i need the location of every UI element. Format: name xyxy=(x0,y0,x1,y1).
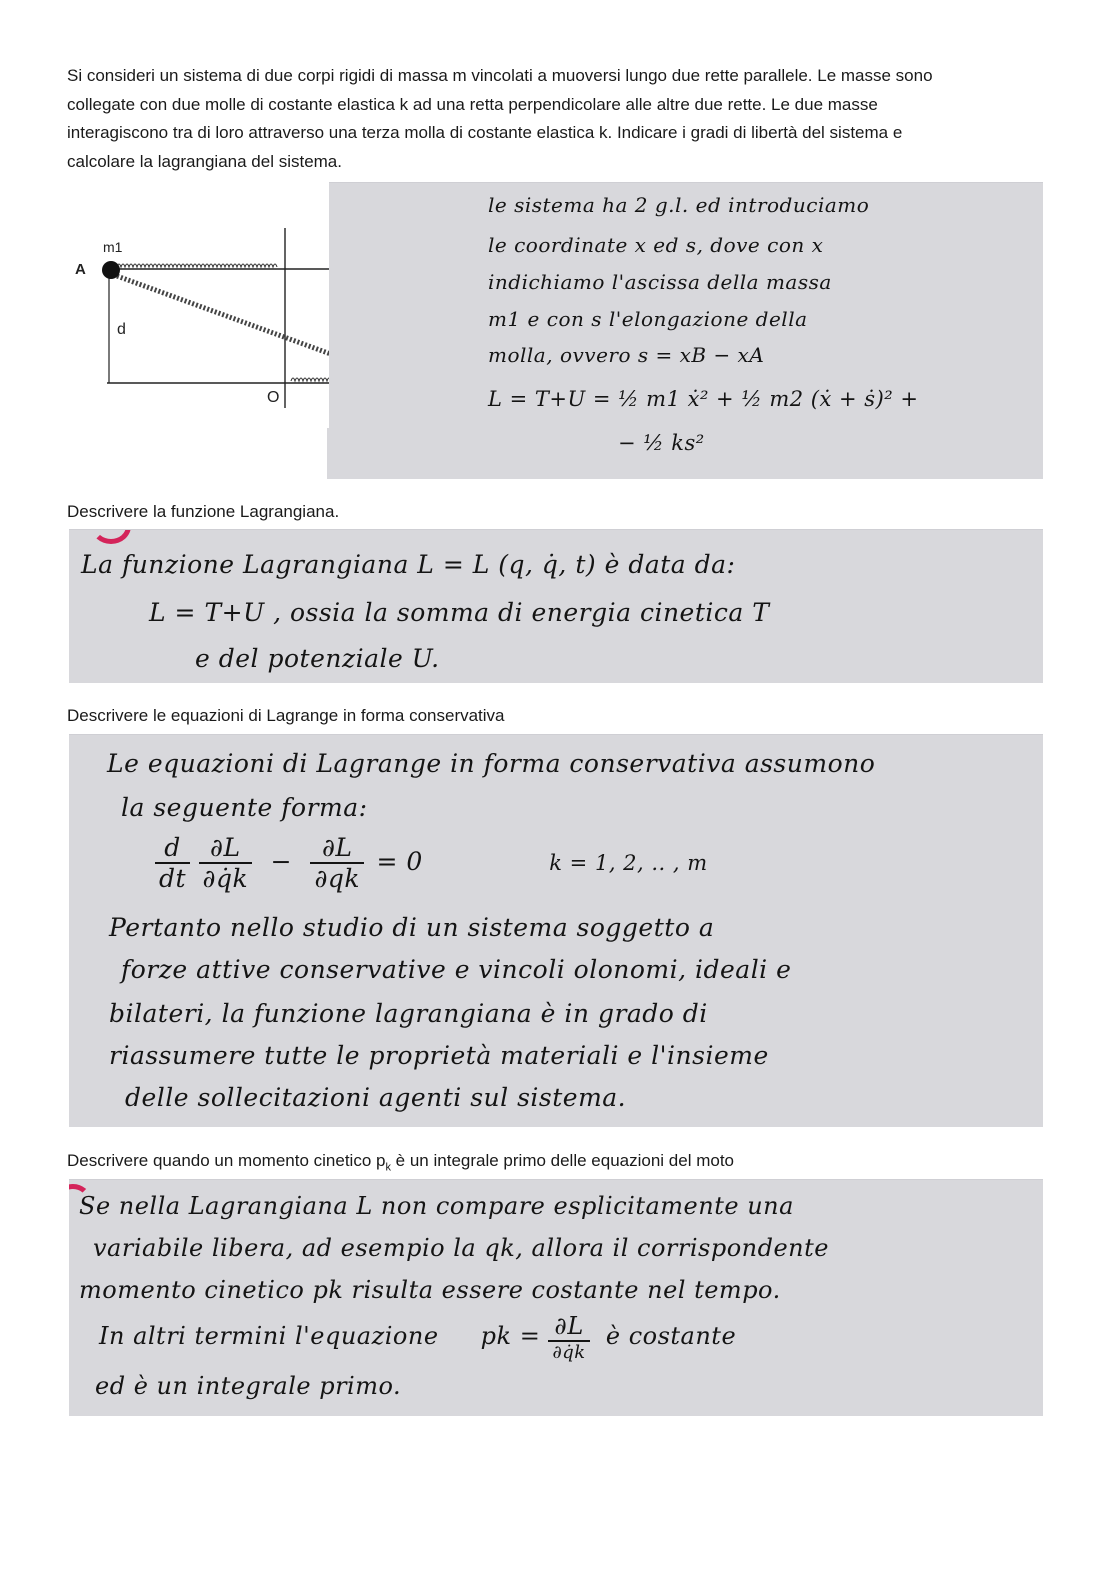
question-4-prompt-start: Descrivere quando un momento cinetico p xyxy=(67,1151,386,1170)
handwritten-line: riassumere tutte le proprietà materiali e l'insieme xyxy=(109,1041,769,1070)
handwritten-line: − ½ ks² xyxy=(618,431,705,455)
eq-fraction-dl-dqdot xyxy=(199,833,253,893)
eq-after: è costante xyxy=(605,1322,737,1350)
handwritten-line: delle sollecitazioni agenti sul sistema. xyxy=(125,1083,627,1112)
handwritten-line: Se nella Lagrangiana L non compare esplicitamente una xyxy=(79,1192,794,1220)
problem-line: calcolare la lagrangiana del sistema. xyxy=(67,151,342,171)
handwritten-line: m1 e con s l'elongazione della xyxy=(488,307,808,331)
pk-equation xyxy=(480,1312,737,1363)
eq-dl2: ∂L xyxy=(310,833,364,864)
question-2-prompt: Descrivere la funzione Lagrangiana. xyxy=(67,502,340,521)
handwritten-line: La funzione Lagrangiana L = L (q, q̇, t) è data da: xyxy=(81,550,736,579)
answer-photo-2 xyxy=(69,529,1043,683)
eq-range: k = 1, 2, .. , m xyxy=(549,850,708,875)
question-3-prompt: Descrivere le equazioni di Lagrange in forma conservativa xyxy=(67,706,505,725)
eq-dl1: ∂L xyxy=(199,833,253,864)
eq-zero: = 0 xyxy=(376,846,423,876)
handwritten-line: molla, ovvero s = xB − xA xyxy=(488,343,765,367)
eq-fraction-d-dt xyxy=(155,833,190,893)
diagram-photo xyxy=(69,182,329,428)
eq-dt: dt xyxy=(159,864,187,893)
label-d: d xyxy=(117,321,126,338)
mass-a xyxy=(102,261,120,279)
handwritten-text: In altri termini l'equazione xyxy=(99,1322,439,1350)
problem-statement xyxy=(67,62,1052,176)
eq-fraction-dl-dqdot xyxy=(548,1312,589,1363)
eq-den: ∂q̇k xyxy=(552,1342,586,1363)
handwritten-line: L = T+U , ossia la somma di energia cinetica T xyxy=(149,598,770,627)
handwritten-line: le coordinate x ed s, dove con x xyxy=(488,233,824,257)
answer-photo-3 xyxy=(69,734,1043,1127)
handwritten-line: ed è un integrale primo. xyxy=(95,1372,402,1400)
top-spring xyxy=(113,264,277,267)
question-4-prompt-end: è un integrale primo delle equazioni del moto xyxy=(390,1151,734,1170)
handwritten-line: la seguente forma: xyxy=(121,793,368,822)
spring-mass-diagram xyxy=(69,182,329,428)
label-a: A xyxy=(75,261,86,278)
handwritten-line: indichiamo l'ascissa della massa xyxy=(488,270,832,294)
question-4-prompt-sub: k xyxy=(385,1161,391,1174)
eq-d: d xyxy=(155,833,190,864)
handwritten-line: momento cinetico pk risulta essere costante nel tempo. xyxy=(79,1276,781,1304)
handwritten-line: Pertanto nello studio di un sistema soggetto a xyxy=(109,913,715,942)
handwritten-line: le sistema ha 2 g.l. ed introduciamo xyxy=(488,193,870,217)
handwritten-line: Le equazioni di Lagrange in forma conservativa assumono xyxy=(107,749,876,778)
question-4-prompt xyxy=(67,1147,1052,1182)
handwritten-line: variabile libera, ad esempio la qk, allora il corrispondente xyxy=(93,1234,829,1262)
handwritten-line: forze attive conservative e vincoli olonomi, ideali e xyxy=(121,955,792,984)
problem-line: interagiscono tra di loro attraverso una terza molla di costante elastica k. Indicare i gradi di libertà del sistema e xyxy=(67,123,903,142)
label-o: O xyxy=(267,389,280,406)
handwritten-line: L = T+U = ½ m1 ẋ² + ½ m2 (ẋ + ṡ)² + xyxy=(488,387,919,411)
problem-line: Si consideri un sistema di due corpi rigidi di massa m vincolati a muoversi lungo due rette parallele. Le masse sono xyxy=(67,66,933,85)
diagonal-spring xyxy=(117,276,329,376)
eq-dq1: ∂q̇k xyxy=(202,864,249,893)
red-pen-mark xyxy=(91,529,131,544)
eq-fraction-dl-dq xyxy=(310,833,364,893)
eq-num: ∂L xyxy=(548,1312,589,1342)
handwritten-line: e del potenziale U. xyxy=(195,644,440,673)
handwritten-line xyxy=(99,1312,736,1363)
problem-line: collegate con due molle di costante elastica k ad una retta perpendicolare alle altre due rette. Le due masse xyxy=(67,94,878,114)
eq-minus: − xyxy=(270,846,293,876)
answer-photo-4 xyxy=(69,1179,1043,1416)
bottom-spring xyxy=(291,378,329,381)
lagrange-equation xyxy=(155,833,708,893)
label-m1: m1 xyxy=(103,239,123,255)
eq-dq2: ∂qk xyxy=(314,864,361,893)
handwritten-line: bilateri, la funzione lagrangiana è in grado di xyxy=(109,999,708,1028)
eq-pk: pk = xyxy=(480,1322,541,1350)
